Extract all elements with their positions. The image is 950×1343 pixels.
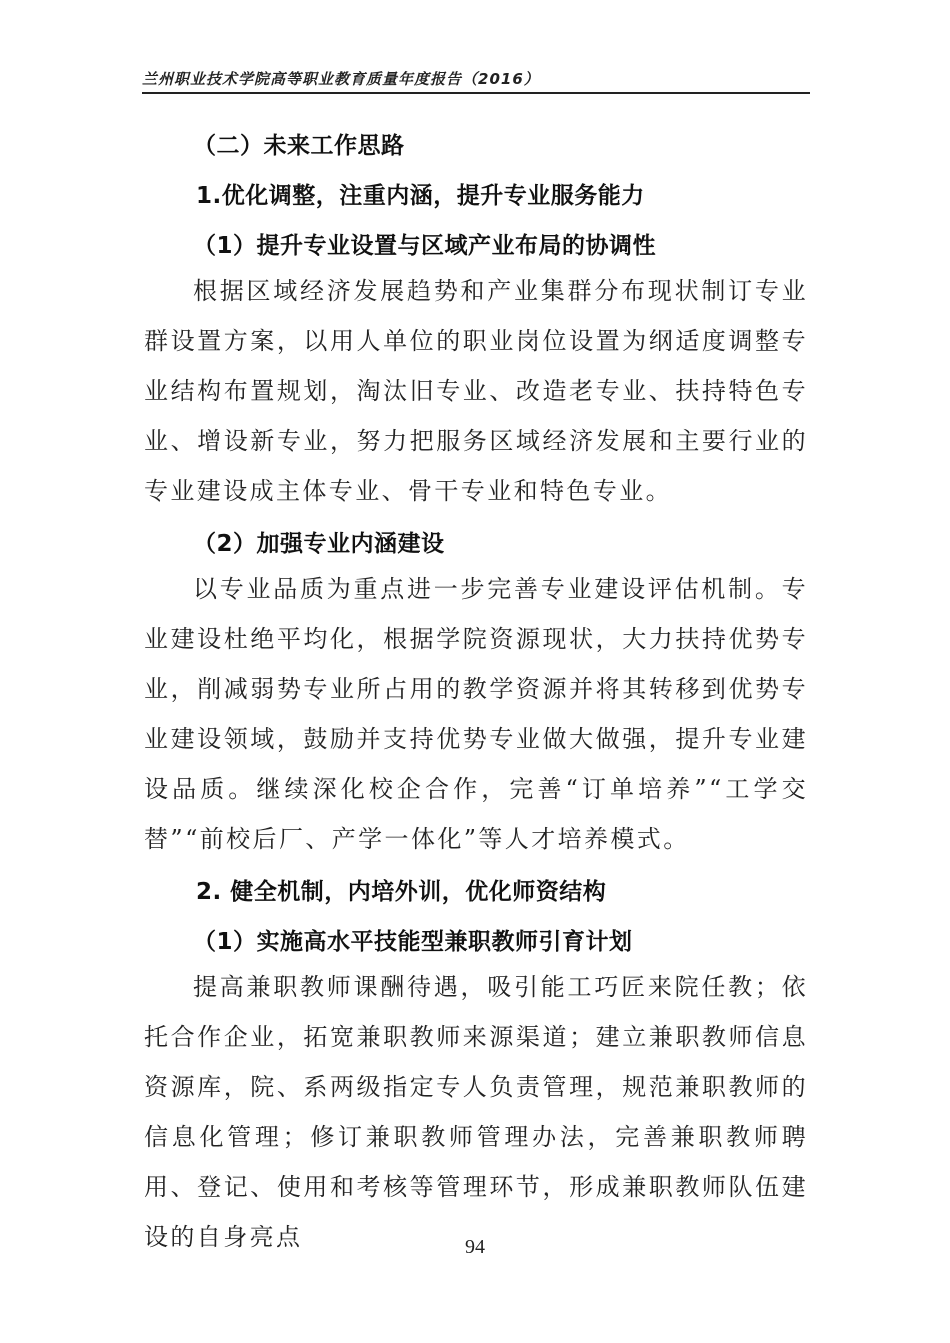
paragraph-connotation: 以专业品质为重点进一步完善专业建设评估机制。专业建设杜绝平均化，根据学院资源现状，大力扶持优势专业，削减弱势专业所占用的教学资源并将其转移到优势专业建设领域，鼓励并支持优势专业做大做强，提升专业建设品质。继续深化校企合作，完善“订单培养”“工学交替”“前校后厂、产学一体化”等人才培养模式。 xyxy=(144,575,808,853)
header-title: 兰州职业技术学院高等职业教育质量年度报告（2016） xyxy=(142,70,540,88)
paragraph-parttime-teachers: 提高兼职教师课酬待遇，吸引能工巧匠来院任教；依托合作企业，拓宽兼职教师来源渠道；建立兼职教师信息资源库，院、系两级指定专人负责管理，规范兼职教师的信息化管理；修订兼职教师管理办法，完善兼职教师聘用、登记、使用和考核等管理环节，形成兼职教师队伍建设的自身亮点 xyxy=(144,973,808,1251)
subsection-heading-optimize: 1.优化调整，注重内涵，提升专业服务能力 xyxy=(196,183,645,209)
item-heading-connotation: （2）加强专业内涵建设 xyxy=(193,531,445,557)
paragraph-coordination: 根据区域经济发展趋势和产业集群分布现状制订专业群设置方案，以用人单位的职业岗位设置为纲适度调整专业结构布置规划，淘汰旧专业、改造老专业、扶持特色专业、增设新专业，努力把服务区域经济发展和主要行业的专业建设成主体专业、骨干专业和特色专业。 xyxy=(144,277,808,505)
item-heading-parttime-teachers: （1）实施高水平技能型兼职教师引育计划 xyxy=(193,929,633,955)
section-heading-future-work: （二）未来工作思路 xyxy=(193,133,405,159)
page-number: 94 xyxy=(465,1236,485,1258)
item-heading-coordination: （1）提升专业设置与区域产业布局的协调性 xyxy=(193,233,657,259)
running-header xyxy=(142,64,810,94)
subsection-heading-mechanism: 2. 健全机制，内培外训，优化师资结构 xyxy=(196,879,607,905)
